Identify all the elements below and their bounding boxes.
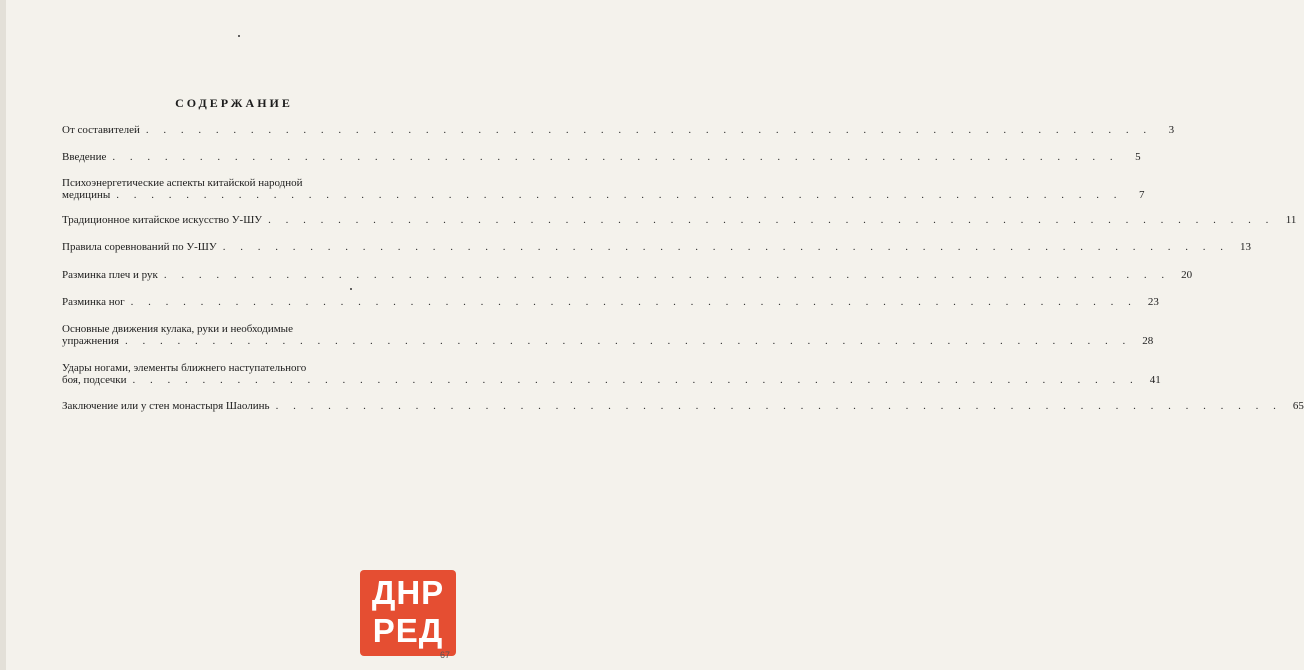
toc-entry-page: 41 [1149,374,1161,386]
dot-leader: . . . . . . . . . . . . . . . . . . . . . . . . . . . . . . . . . . . . . . . . . . . . . . . . . . . . . . . . . . [145,124,1153,136]
dot-leader: . . . . . . . . . . . . . . . . . . . . . . . . . . . . . . . . . . . . . . . . . . . . . . . . . . . . . . . . . . [222,241,1229,253]
toc-entry-3 [62,177,1145,201]
toc-entry-page: 5 [1135,151,1141,163]
toc-entry-page: 13 [1239,241,1251,253]
toc-entry-6 [62,269,1193,281]
toc-entry-9 [62,362,1161,386]
dot-leader: . . . . . . . . . . . . . . . . . . . . . . . . . . . . . . . . . . . . . . . . . . . . . . . . . . . . . . . . . . [132,374,1139,386]
dust-speck [350,288,352,290]
toc-entry-line [62,296,1159,308]
toc-entry-title-cont: упражнения [62,335,119,347]
dot-leader: . . . . . . . . . . . . . . . . . . . . . . . . . . . . . . . . . . . . . . . . . . . . . . . . . . . . . . . . . . [124,335,1132,347]
dot-leader: . . . . . . . . . . . . . . . . . . . . . . . . . . . . . . . . . . . . . . . . . . . . . . . . . . . . . . . . . . [163,269,1171,281]
toc-entry-title-cont: медицины [62,189,111,201]
toc-entry-title-cont: боя, подсечки [62,374,127,386]
toc-title: СОДЕРЖАНИЕ [175,96,293,110]
toc-entry-title: Заключение или у стен монастыря Шаолинь [62,400,270,412]
toc-entry-title: Психоэнергетические аспекты китайской народной [62,177,303,189]
toc-entry-4 [62,214,1297,226]
toc-entry-title: Разминка ног [62,296,125,308]
toc-entry-page: 11 [1285,214,1297,226]
toc-entry-title: Правила соревнований по У-ШУ [62,241,217,253]
dot-leader: . . . . . . . . . . . . . . . . . . . . . . . . . . . . . . . . . . . . . . . . . . . . . . . . . . . . . . . . . . [275,400,1282,412]
dot-leader: . . . . . . . . . . . . . . . . . . . . . . . . . . . . . . . . . . . . . . . . . . . . . . . . . . . . . . . . . . [116,189,1123,201]
toc-entry-page: 20 [1181,269,1193,281]
toc-entry-page: 23 [1147,296,1159,308]
toc-entry-1 [62,124,1175,136]
toc-entry-5 [62,241,1251,253]
toc-entry-line [62,335,1154,347]
toc-entry-title: От составителей [62,124,140,136]
toc-entry-line [62,151,1141,163]
toc-entry-page: 28 [1142,335,1154,347]
toc-entry-title: Разминка плеч и рук [62,269,158,281]
toc-entry-line [62,177,402,189]
toc-entry-title: Удары ногами, элементы ближнего наступательного [62,362,307,374]
toc-entry-line [62,323,402,335]
watermark-logo [360,570,456,656]
corner-page-number: 67 [440,650,451,660]
dust-speck [238,35,240,37]
toc-entry-7 [62,296,1159,308]
toc-entry-line [62,400,1304,412]
toc-entry-8 [62,323,1154,347]
toc-entry-page: 7 [1138,189,1145,201]
toc-entry-line [62,214,1297,226]
toc-entry-2 [62,151,1141,163]
toc-entry-title: Основные движения кулака, руки и необходимые [62,323,293,335]
toc-entry-page: 65 [1292,400,1304,412]
dot-leader: . . . . . . . . . . . . . . . . . . . . . . . . . . . . . . . . . . . . . . . . . . . . . . . . . . . . . . . . . . [268,214,1275,226]
toc-entry-line [62,374,1161,386]
toc-entry-title: Традиционное китайское искусство У-ШУ [62,214,263,226]
toc-entry-line [62,269,1193,281]
watermark-logo-top: ДНР [371,574,445,611]
toc-entry-line [62,189,1145,201]
toc-entry-10 [62,400,1304,412]
watermark-logo-bottom: РЕД [372,612,444,649]
dot-leader: . . . . . . . . . . . . . . . . . . . . . . . . . . . . . . . . . . . . . . . . . . . . . . . . . . . . . . . . . . [112,151,1119,163]
toc-entry-page: 3 [1168,124,1175,136]
toc-entry-line [62,241,1251,253]
toc-entry-title: Введение [62,151,107,163]
toc-entry-line [62,124,1175,136]
toc-entry-line [62,362,402,374]
dot-leader: . . . . . . . . . . . . . . . . . . . . . . . . . . . . . . . . . . . . . . . . . . . . . . . . . . . . . . . . . . [130,296,1137,308]
